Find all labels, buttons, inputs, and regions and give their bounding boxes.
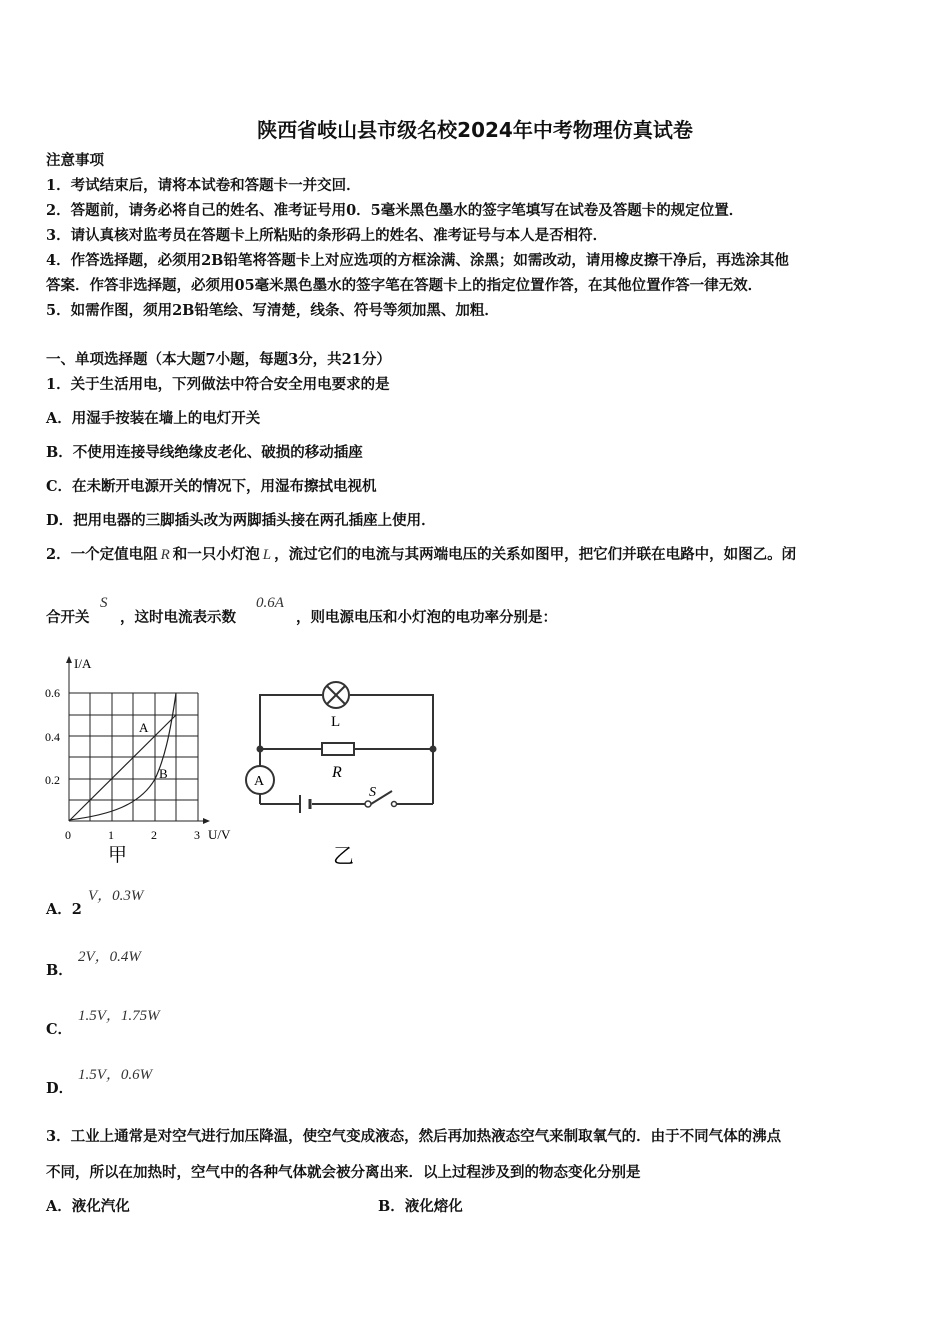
switch-label: S [369, 785, 376, 800]
x-axis-label: U/V [208, 827, 231, 842]
option-a[interactable]: A．液化汽化 [46, 1198, 130, 1215]
resistor-symbol [322, 743, 354, 755]
x-tick: 3 [194, 828, 200, 842]
lamp-symbol [323, 682, 349, 708]
option-d[interactable]: D．把用电器的三脚插头改为两脚插头接在两孔插座上使用． [46, 512, 436, 529]
current-value: 0.6A [256, 595, 284, 611]
option-c-value: 1.5V，1.75W [78, 1008, 160, 1024]
switch-contact [365, 801, 371, 807]
notice-item: 1．考试结束后，请将本试卷和答题卡一并交回． [46, 177, 361, 194]
curve-b-label: B [159, 766, 168, 781]
option-c[interactable]: C．在未断开电源开关的情况下，用湿布擦拭电视机 [46, 478, 377, 495]
switch-symbol: S [100, 595, 108, 611]
notice-item: 5．如需作图，须用2B铅笔绘、写清楚，线条、符号等须加黑、加粗． [46, 302, 499, 319]
option-b-value: 2V，0.4W [78, 949, 141, 965]
notice-item: 4．作答选择题，必须用2B铅笔将答题卡上对应选项的方框涂满、涂黑；如需改动，请用橡皮擦干净后，再选涂其他 [46, 252, 789, 269]
section-heading: 一、单项选择题（本大题7小题，每题3分，共21分） [46, 351, 391, 368]
y-tick: 0.2 [45, 773, 60, 787]
iu-graph [40, 650, 250, 875]
figure-caption-yi: 乙 [333, 844, 354, 868]
option-b[interactable]: B．不使用连接导线绝缘皮老化、破损的移动插座 [46, 444, 363, 461]
question-stem: ，则电源电压和小灯泡的电功率分别是： [296, 609, 557, 626]
y-tick: 0.4 [45, 730, 60, 744]
question-stem: 不同，所以在加热时，空气中的各种气体就会被分离出来．以上过程涉及到的物态变化分别是 [46, 1164, 641, 1181]
question-stem: ，这时电流表示数 [120, 609, 236, 626]
question-stem: 1．关于生活用电，下列做法中符合安全用电要求的是 [46, 376, 390, 393]
resistor-label: R [332, 764, 342, 781]
option-b[interactable]: B． [46, 962, 73, 979]
graph-grid [69, 660, 206, 821]
option-d[interactable]: D． [46, 1080, 74, 1097]
option-a[interactable]: A．2 [46, 901, 82, 918]
page-title: 陕西省岐山县市级名校2024年中考物理仿真试卷 [257, 118, 693, 142]
junction-node [430, 746, 437, 753]
question-stem: 合开关 [46, 609, 90, 626]
circuit-diagram [240, 670, 450, 875]
x-tick: 0 [65, 828, 71, 842]
option-a-value: V，0.3W [88, 888, 144, 904]
y-axis-label: I/A [74, 656, 92, 671]
option-d-value: 1.5V，0.6W [78, 1067, 153, 1083]
option-b[interactable]: B．液化熔化 [378, 1198, 463, 1215]
notice-item: 3．请认真核对监考员在答题卡上所粘贴的条形码上的姓名、准考证号与本人是否相符． [46, 227, 608, 244]
question-stem: 3．工业上通常是对空气进行加压降温，使空气变成液态，然后再加热液态空气来制取氧气的．由于不同气体的沸点 [46, 1128, 782, 1145]
junction-node [257, 746, 264, 753]
ammeter-label: A [254, 774, 265, 789]
question-stem: 2．一个定值电阻 R 和一只小灯泡 L ，流过它们的电流与其两端电压的关系如图甲，把它们并联在电路中，如图乙。闭 [46, 546, 797, 563]
notice-item: 2．答题前，请务必将自己的姓名、准考证号用0．5毫米黑色墨水的签字笔填写在试卷及答题卡的规定位置． [46, 202, 744, 219]
y-tick: 0.6 [45, 686, 60, 700]
option-c[interactable]: C． [46, 1021, 73, 1038]
figure-caption-jia: 甲 [108, 845, 128, 866]
x-tick: 2 [151, 828, 157, 842]
switch-contact [392, 802, 397, 807]
notice-heading: 注意事项 [46, 152, 104, 169]
x-tick: 1 [108, 828, 114, 842]
option-a[interactable]: A．用湿手按装在墙上的电灯开关 [46, 410, 261, 427]
curve-a-label: A [139, 720, 149, 735]
lamp-label: L [331, 714, 341, 730]
notice-item: 答案．作答非选择题，必须用05毫米黑色墨水的签字笔在答题卡上的指定位置作答，在其他位置作答一律无效． [46, 277, 763, 294]
